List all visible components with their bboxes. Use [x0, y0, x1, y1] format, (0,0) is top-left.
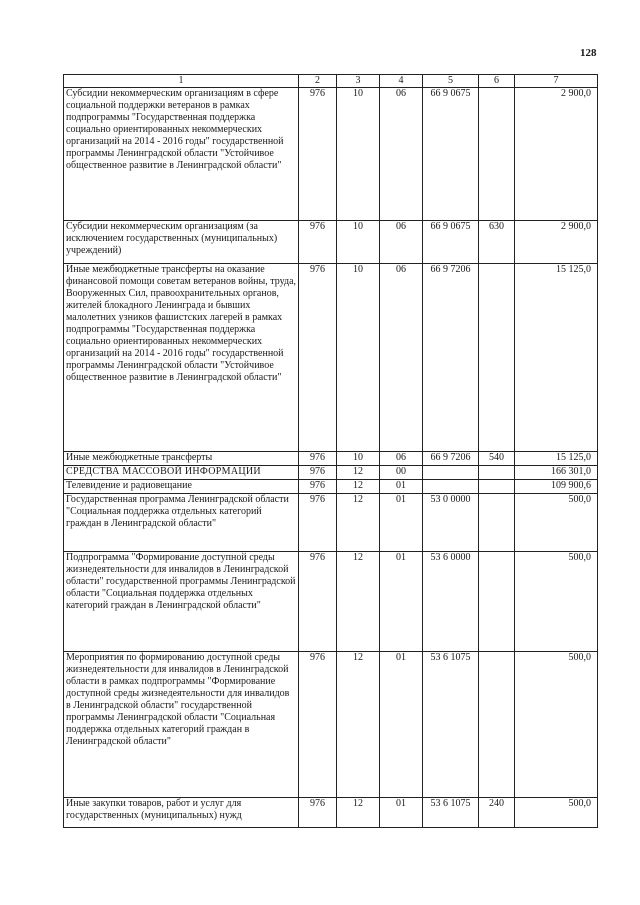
cell-pr: 01: [380, 480, 423, 494]
cell-csr: 66 9 7206: [423, 264, 479, 452]
cell-rz: 10: [337, 221, 380, 264]
cell-sum: 109 900,6: [515, 480, 598, 494]
cell-pr: 06: [380, 264, 423, 452]
cell-rz: 10: [337, 88, 380, 221]
cell-ved: 976: [299, 88, 337, 221]
row-name: Иные закупки товаров, работ и услуг для государственных (муниципальных) нужд: [64, 798, 299, 828]
cell-vr: [479, 652, 515, 798]
cell-pr: 01: [380, 652, 423, 798]
cell-sum: 15 125,0: [515, 452, 598, 466]
cell-rz: 12: [337, 466, 380, 480]
table-row: [64, 88, 598, 221]
cell-csr: 53 0 0000: [423, 494, 479, 552]
row-name: Телевидение и радиовещание: [64, 480, 299, 494]
column-header: 2: [299, 75, 337, 88]
table-row: [64, 264, 598, 452]
cell-vr: [479, 552, 515, 652]
cell-ved: 976: [299, 480, 337, 494]
budget-table: [63, 74, 598, 828]
cell-rz: 12: [337, 480, 380, 494]
column-header: 1: [64, 75, 299, 88]
cell-vr: [479, 466, 515, 480]
cell-ved: 976: [299, 466, 337, 480]
row-name: Подпрограмма "Формирование доступной среды жизнедеятельности для инвалидов в Ленинградской области" государственной программы Ленинградской области "Социальная поддержка отдельных категорий граждан в Ленинградской области": [64, 552, 299, 652]
table-row: [64, 466, 598, 480]
row-name: Субсидии некоммерческим организациям (за исключением государственных (муниципальных) учреждений): [64, 221, 299, 264]
page-number: 128: [580, 47, 597, 59]
column-header: 5: [423, 75, 479, 88]
cell-pr: 00: [380, 466, 423, 480]
row-name: Иные межбюджетные трансферты: [64, 452, 299, 466]
cell-vr: 240: [479, 798, 515, 828]
cell-csr: 66 9 7206: [423, 452, 479, 466]
table-row: [64, 480, 598, 494]
cell-csr: [423, 466, 479, 480]
row-name: Государственная программа Ленинградской области "Социальная поддержка отдельных категорий граждан в Ленинградской области": [64, 494, 299, 552]
cell-vr: [479, 480, 515, 494]
cell-sum: 2 900,0: [515, 221, 598, 264]
table-row: [64, 452, 598, 466]
cell-rz: 12: [337, 494, 380, 552]
cell-rz: 12: [337, 552, 380, 652]
row-name: СРЕДСТВА МАССОВОЙ ИНФОРМАЦИИ: [64, 466, 299, 480]
cell-sum: 500,0: [515, 552, 598, 652]
cell-rz: 12: [337, 652, 380, 798]
cell-ved: 976: [299, 552, 337, 652]
table-row: [64, 221, 598, 264]
cell-pr: 06: [380, 452, 423, 466]
cell-pr: 01: [380, 494, 423, 552]
cell-vr: [479, 264, 515, 452]
cell-vr: 630: [479, 221, 515, 264]
cell-pr: 06: [380, 88, 423, 221]
column-header: 6: [479, 75, 515, 88]
row-name: Иные межбюджетные трансферты на оказание финансовой помощи советам ветеранов войны, труда, Вооруженных Сил, правоохранительных органов, жителей блокадного Ленинграда и бывших малолетних узников фашистских лагерей в рамках подпрограммы "Государственная поддержка социально ориентированных некоммерческих организаций на 2014 - 2016 годы" государственной программы Ленинградской области "Устойчивое общественное развитие в Ленинградской области": [64, 264, 299, 452]
cell-sum: 166 301,0: [515, 466, 598, 480]
cell-csr: 66 9 0675: [423, 88, 479, 221]
column-header: 7: [515, 75, 598, 88]
cell-ved: 976: [299, 652, 337, 798]
cell-sum: 15 125,0: [515, 264, 598, 452]
cell-sum: 2 900,0: [515, 88, 598, 221]
cell-vr: [479, 494, 515, 552]
row-name: Мероприятия по формированию доступной среды жизнедеятельности для инвалидов в Ленинградской области в рамках подпрограммы "Формирование доступной среды жизнедеятельности для инвалидов в Ленинградской области" государственной программы Ленинградской области "Социальная поддержка отдельных категорий граждан в Ленинградской области": [64, 652, 299, 798]
cell-csr: [423, 480, 479, 494]
cell-csr: 53 6 0000: [423, 552, 479, 652]
cell-pr: 06: [380, 221, 423, 264]
cell-pr: 01: [380, 798, 423, 828]
cell-sum: 500,0: [515, 652, 598, 798]
cell-sum: 500,0: [515, 798, 598, 828]
cell-rz: 10: [337, 264, 380, 452]
cell-ved: 976: [299, 264, 337, 452]
cell-rz: 10: [337, 452, 380, 466]
cell-csr: 53 6 1075: [423, 798, 479, 828]
cell-ved: 976: [299, 494, 337, 552]
table-row: [64, 494, 598, 552]
table-row: [64, 652, 598, 798]
cell-rz: 12: [337, 798, 380, 828]
cell-vr: [479, 88, 515, 221]
cell-csr: 53 6 1075: [423, 652, 479, 798]
row-name: Субсидии некоммерческим организациям в сфере социальной поддержки ветеранов в рамках подпрограммы "Государственная поддержка социально ориентированных некоммерческих организаций на 2014 - 2016 годы" государственной программы Ленинградской области "Устойчивое общественное развитие в Ленинградской области": [64, 88, 299, 221]
cell-vr: 540: [479, 452, 515, 466]
column-header: 3: [337, 75, 380, 88]
cell-ved: 976: [299, 452, 337, 466]
cell-csr: 66 9 0675: [423, 221, 479, 264]
table-row: [64, 552, 598, 652]
column-header: 4: [380, 75, 423, 88]
cell-sum: 500,0: [515, 494, 598, 552]
cell-pr: 01: [380, 552, 423, 652]
header-row: [64, 75, 598, 88]
table-row: [64, 798, 598, 828]
cell-ved: 976: [299, 798, 337, 828]
cell-ved: 976: [299, 221, 337, 264]
